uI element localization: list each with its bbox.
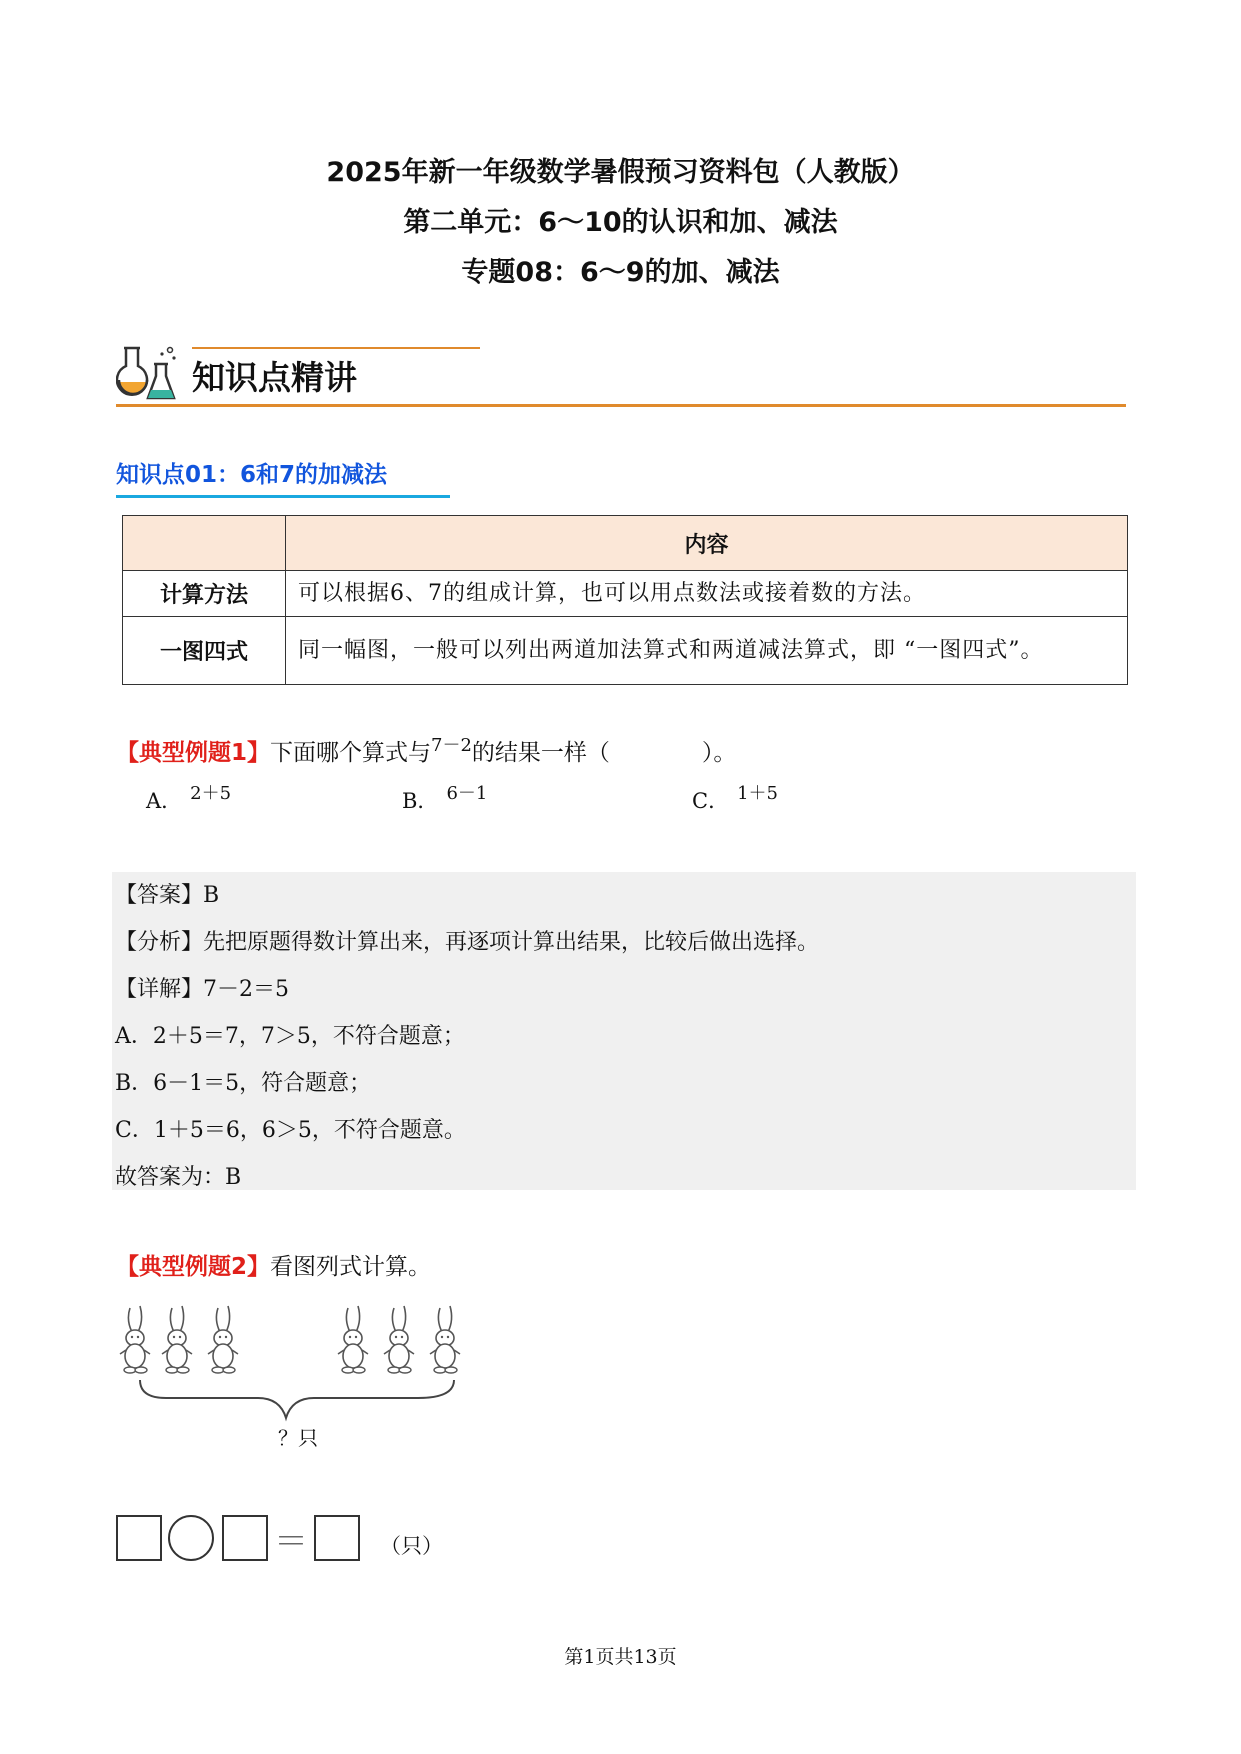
solution-answer: 【答案】B [115, 883, 220, 908]
answer-box-1[interactable] [116, 1515, 162, 1561]
option-a-label: A． [146, 789, 183, 813]
option-b[interactable] [402, 785, 487, 815]
section-header-underline [116, 404, 1126, 407]
option-a[interactable] [146, 785, 231, 815]
example2-question-text: 看图列式计算。 [270, 1254, 432, 1280]
knowledge-point-title: 知识点01：6和7的加减法 [116, 462, 388, 488]
rabbit-icon [338, 1306, 368, 1373]
table-header-cell: 内容 [286, 516, 1128, 571]
unit-label: （只） [380, 1534, 443, 1558]
solution-detail: 【详解】7－2＝5 [115, 977, 289, 1002]
unit-title: 第二单元：6～10的认识和加、减法 [403, 207, 838, 238]
table-row [123, 617, 1128, 685]
example1-question-pre: 下面哪个算式与 [270, 740, 432, 766]
table-header-cell [123, 516, 286, 571]
figure-label: ？只 [278, 1426, 318, 1450]
document-title: 2025年新一年级数学暑假预习资料包（人教版） [326, 157, 915, 188]
table-row-value: 同一幅图，一般可以列出两道加法算式和两道减法算式，即 “一图四式”。 [286, 617, 1128, 685]
section-header-topline [192, 347, 480, 349]
example1-tag: 【典型例题1】 [116, 740, 271, 766]
equals-sign: ＝ [274, 1522, 308, 1562]
rabbit-icon [430, 1306, 460, 1373]
knowledge-point-underline [116, 495, 450, 498]
table-header-row [123, 516, 1128, 571]
solution-conclusion: 故答案为：B [115, 1165, 242, 1190]
option-b-expression: 6－1 [446, 783, 488, 804]
table-row-key: 一图四式 [123, 617, 286, 685]
option-c-expression: 1＋5 [737, 783, 778, 804]
example1-question-post: 的结果一样（ ）。 [471, 740, 737, 766]
solution-analysis: 【分析】先把原题得数计算出来，再逐项计算出结果，比较后做出选择。 [115, 930, 820, 955]
brace [140, 1380, 454, 1418]
table-row-key: 计算方法 [123, 571, 286, 617]
answer-box-result[interactable] [314, 1515, 360, 1561]
solution-step-b: B．6－1＝5，符合题意； [115, 1071, 372, 1096]
example2-question [116, 1248, 431, 1281]
section-header [116, 334, 1126, 408]
example1-question [116, 734, 736, 767]
table-row-value: 可以根据6、7的组成计算，也可以用点数法或接着数的方法。 [286, 571, 1128, 617]
example2-tag: 【典型例题2】 [116, 1254, 271, 1280]
option-c-label: C． [692, 789, 730, 813]
page-footer: 第1页共13页 [564, 1646, 677, 1668]
option-b-label: B． [402, 789, 439, 813]
rabbit-icon [384, 1306, 414, 1373]
topic-title: 专题08：6～9的加、减法 [461, 257, 780, 288]
rabbit-icon [162, 1306, 192, 1373]
example1-expression: 7－2 [431, 735, 472, 756]
flask-icon [116, 342, 178, 404]
solution-step-a: A．2＋5＝7，7＞5，不符合题意； [115, 1024, 465, 1049]
rabbit-icon [208, 1306, 238, 1373]
table-row [123, 571, 1128, 617]
option-c[interactable] [692, 785, 778, 815]
option-a-expression: 2＋5 [190, 783, 232, 804]
operator-circle[interactable] [168, 1515, 214, 1561]
rabbit-icon [120, 1306, 150, 1373]
section-label: 知识点精讲 [192, 358, 357, 397]
knowledge-table [122, 515, 1128, 685]
solution-step-c: C．1＋5＝6，6＞5，不符合题意。 [115, 1118, 466, 1143]
answer-box-2[interactable] [222, 1515, 268, 1561]
